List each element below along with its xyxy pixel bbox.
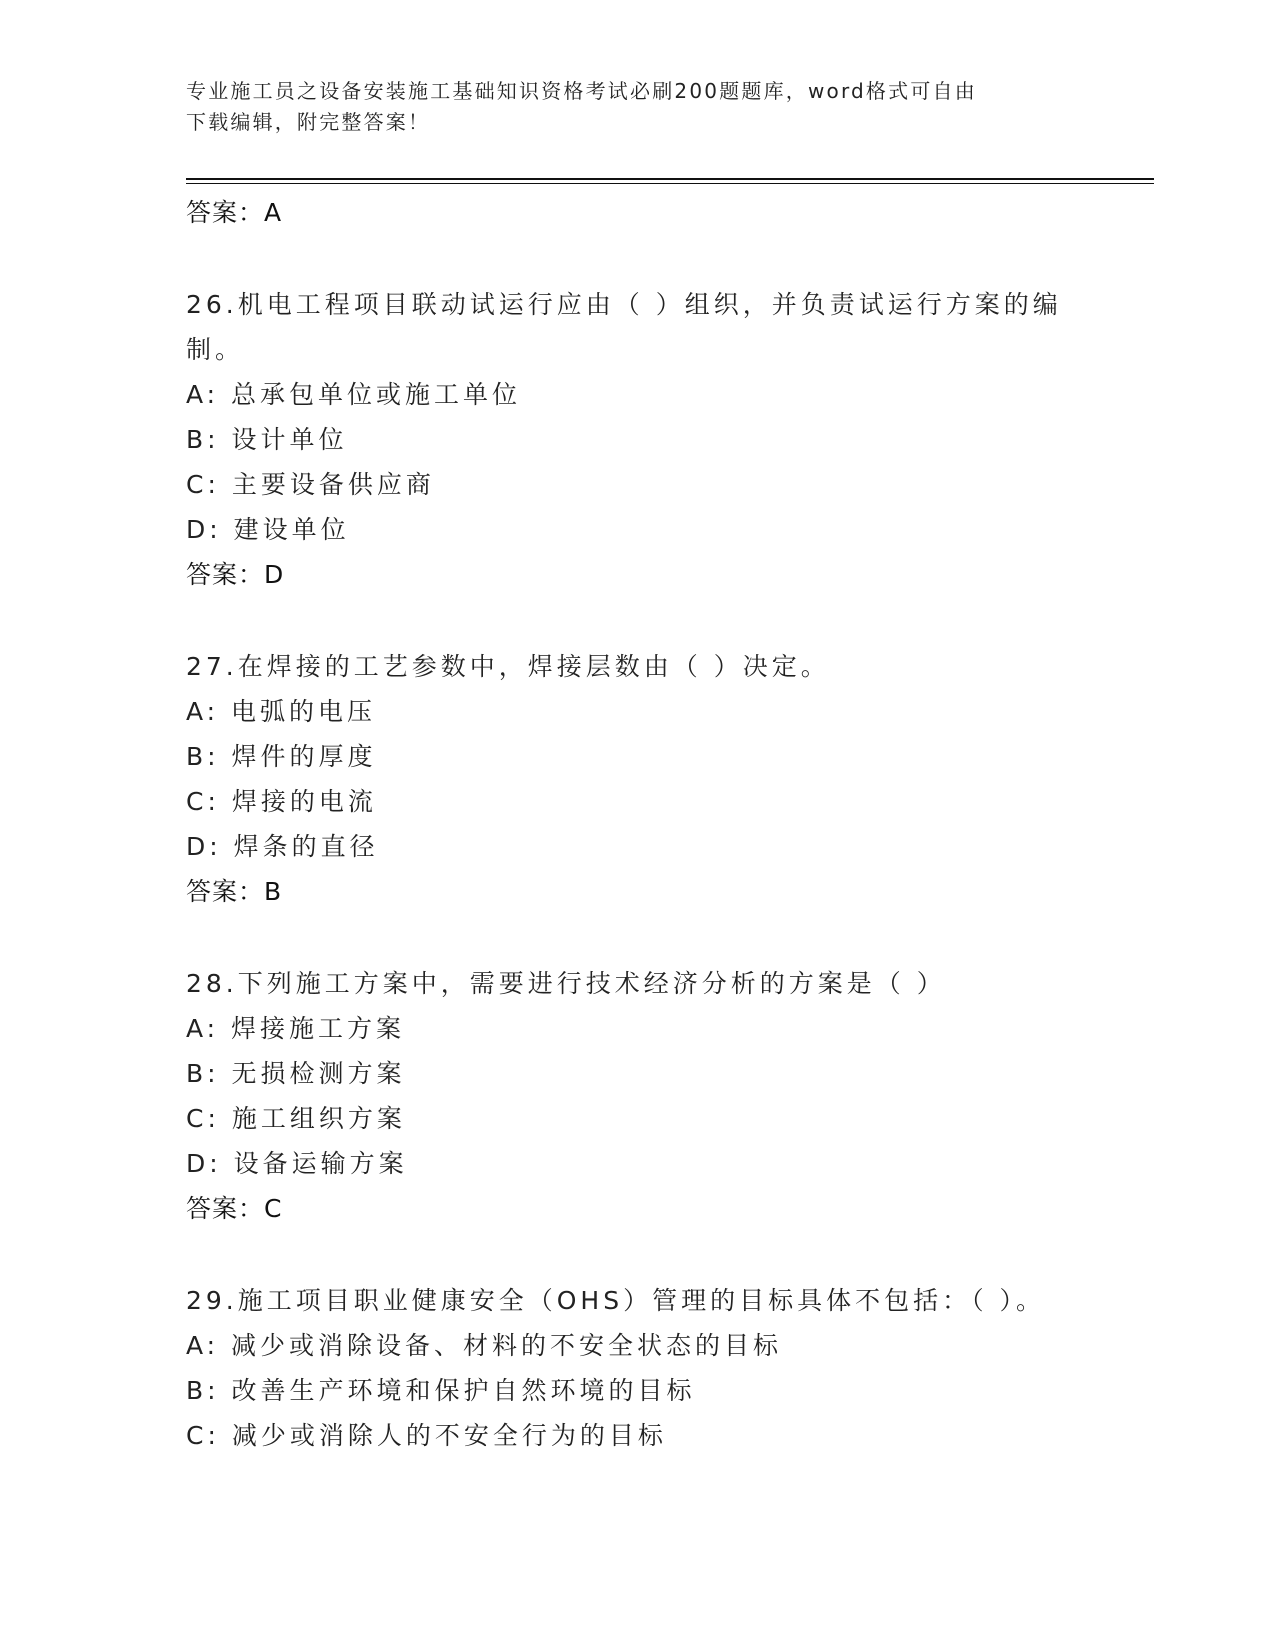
- question-list: [186, 190, 1086, 1458]
- option-a: A: 焊接施工方案: [186, 1014, 406, 1043]
- question-26: [186, 282, 1086, 597]
- document-header: [186, 76, 1086, 138]
- question-stem: 29.施工项目职业健康安全（OHS）管理的目标具体不包括：（ ）。: [186, 1286, 1046, 1315]
- option-c: C: 焊接的电流: [186, 787, 377, 816]
- option-a: A: 电弧的电压: [186, 697, 377, 726]
- question-stem: 27.在焊接的工艺参数中，焊接层数由（ ）决定。: [186, 652, 830, 681]
- option-c: C: 主要设备供应商: [186, 470, 435, 499]
- question-stem: 26.机电工程项目联动试运行应由（ ）组织，并负责试运行方案的编: [186, 290, 1062, 319]
- header-line-2: 下载编辑，附完整答案！: [186, 110, 431, 134]
- question-29: [186, 1278, 1086, 1458]
- header-line-1: 专业施工员之设备安装施工基础知识资格考试必刷200题题库，word格式可自由: [186, 79, 977, 103]
- option-c: C: 施工组织方案: [186, 1104, 406, 1133]
- option-d: D: 建设单位: [186, 515, 350, 544]
- option-d: D: 焊条的直径: [186, 832, 379, 861]
- header-rule-thick: [186, 178, 1154, 180]
- question-27: [186, 644, 1086, 914]
- answer: 答案：C: [186, 1194, 283, 1223]
- previous-answer: 答案：A: [186, 198, 283, 227]
- question-stem: 28.下列施工方案中，需要进行技术经济分析的方案是（ ）: [186, 969, 946, 998]
- option-a: A: 减少或消除设备、材料的不安全状态的目标: [186, 1331, 783, 1360]
- answer: 答案：B: [186, 877, 283, 906]
- option-a: A: 总承包单位或施工单位: [186, 380, 522, 409]
- question-28: [186, 961, 1086, 1231]
- option-b: B: 设计单位: [186, 425, 348, 454]
- option-d: D: 设备运输方案: [186, 1149, 408, 1178]
- option-c: C: 减少或消除人的不安全行为的目标: [186, 1421, 667, 1450]
- option-b: B: 无损检测方案: [186, 1059, 406, 1088]
- option-b: B: 改善生产环境和保护自然环境的目标: [186, 1376, 696, 1405]
- question-stem-continued: 制。: [186, 335, 245, 364]
- header-rule-thin: [186, 183, 1154, 184]
- option-b: B: 焊件的厚度: [186, 742, 377, 771]
- answer: 答案：D: [186, 560, 285, 589]
